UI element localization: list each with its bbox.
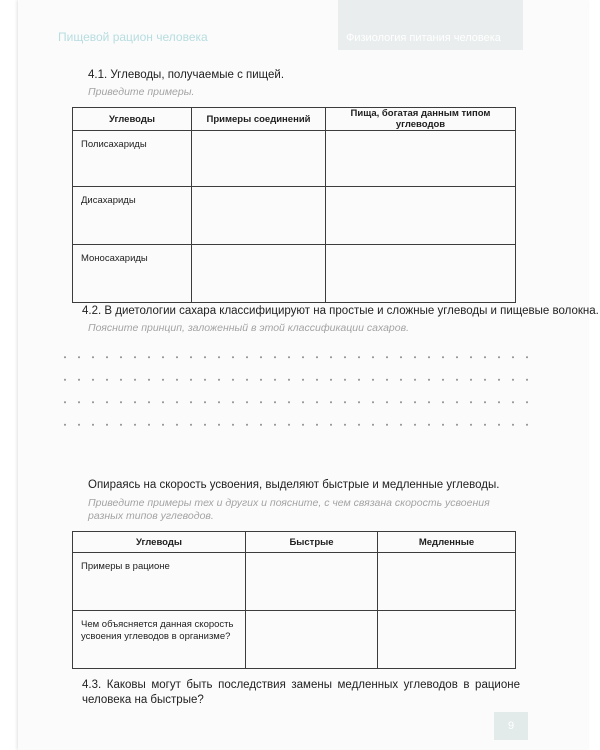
page-number: 9: [494, 712, 528, 740]
question-4-1-hint: Приведите примеры.: [88, 86, 195, 98]
question-4-2: 4.2. В диетологии сахара классифицируют на простые и сложные углеводы и пищевые волокна.: [82, 305, 599, 317]
answer-cell[interactable]: [378, 553, 516, 611]
answer-cell[interactable]: [192, 245, 326, 303]
column-header: Углеводы: [73, 532, 246, 553]
column-header: Быстрые: [246, 532, 378, 553]
header-chapter-band: [338, 0, 523, 50]
answer-cell[interactable]: [246, 553, 378, 611]
row-label: Чем объясняется данная скорость усвоения углеводов в организме?: [73, 611, 246, 669]
answer-cell[interactable]: [326, 245, 516, 303]
answer-cell[interactable]: [192, 187, 326, 245]
table-row: [73, 131, 516, 187]
header-section-title: Пищевой рацион человека: [58, 30, 208, 44]
row-label: Дисахариды: [73, 187, 192, 245]
table-row: [73, 187, 516, 245]
table-header-row: [73, 108, 516, 131]
row-label: Полисахариды: [73, 131, 192, 187]
table-row: [73, 611, 516, 669]
column-header: Углеводы: [73, 108, 192, 131]
speed-question: Опираясь на скорость усвоения, выделяют быстрые и медленные углеводы.: [88, 479, 500, 491]
answer-cell[interactable]: [326, 131, 516, 187]
table-row: [73, 245, 516, 303]
question-4-1: 4.1. Углеводы, получаемые с пищей.: [88, 69, 285, 81]
column-header: Медленные: [378, 532, 516, 553]
answer-cell[interactable]: [378, 611, 516, 669]
question-4-3: 4.3. Каковы могут быть последствия замены медленных углеводов в рационе человека на быстрые?: [82, 679, 520, 706]
column-header: Примеры соединений: [192, 108, 326, 131]
table-row: [73, 553, 516, 611]
speed-table: [72, 531, 516, 669]
answer-cell[interactable]: [192, 131, 326, 187]
question-4-2-hint: Поясните принцип, заложенный в этой классификации сахаров.: [88, 322, 409, 334]
table-header-row: [73, 532, 516, 553]
dotted-answer-area[interactable]: [58, 346, 528, 446]
speed-question-hint: Приведите примеры тех и других и поясните, с чем связана скорость усвоения разных типов углеводов.: [88, 497, 490, 522]
header-chapter-title: Физиология питания человека: [346, 32, 501, 44]
column-header: Пища, богатая данным типом углеводов: [326, 108, 516, 131]
answer-cell[interactable]: [246, 611, 378, 669]
row-label: Моносахариды: [73, 245, 192, 303]
carbohydrates-table: [72, 107, 516, 303]
answer-cell[interactable]: [326, 187, 516, 245]
row-label: Примеры в рационе: [73, 553, 246, 611]
